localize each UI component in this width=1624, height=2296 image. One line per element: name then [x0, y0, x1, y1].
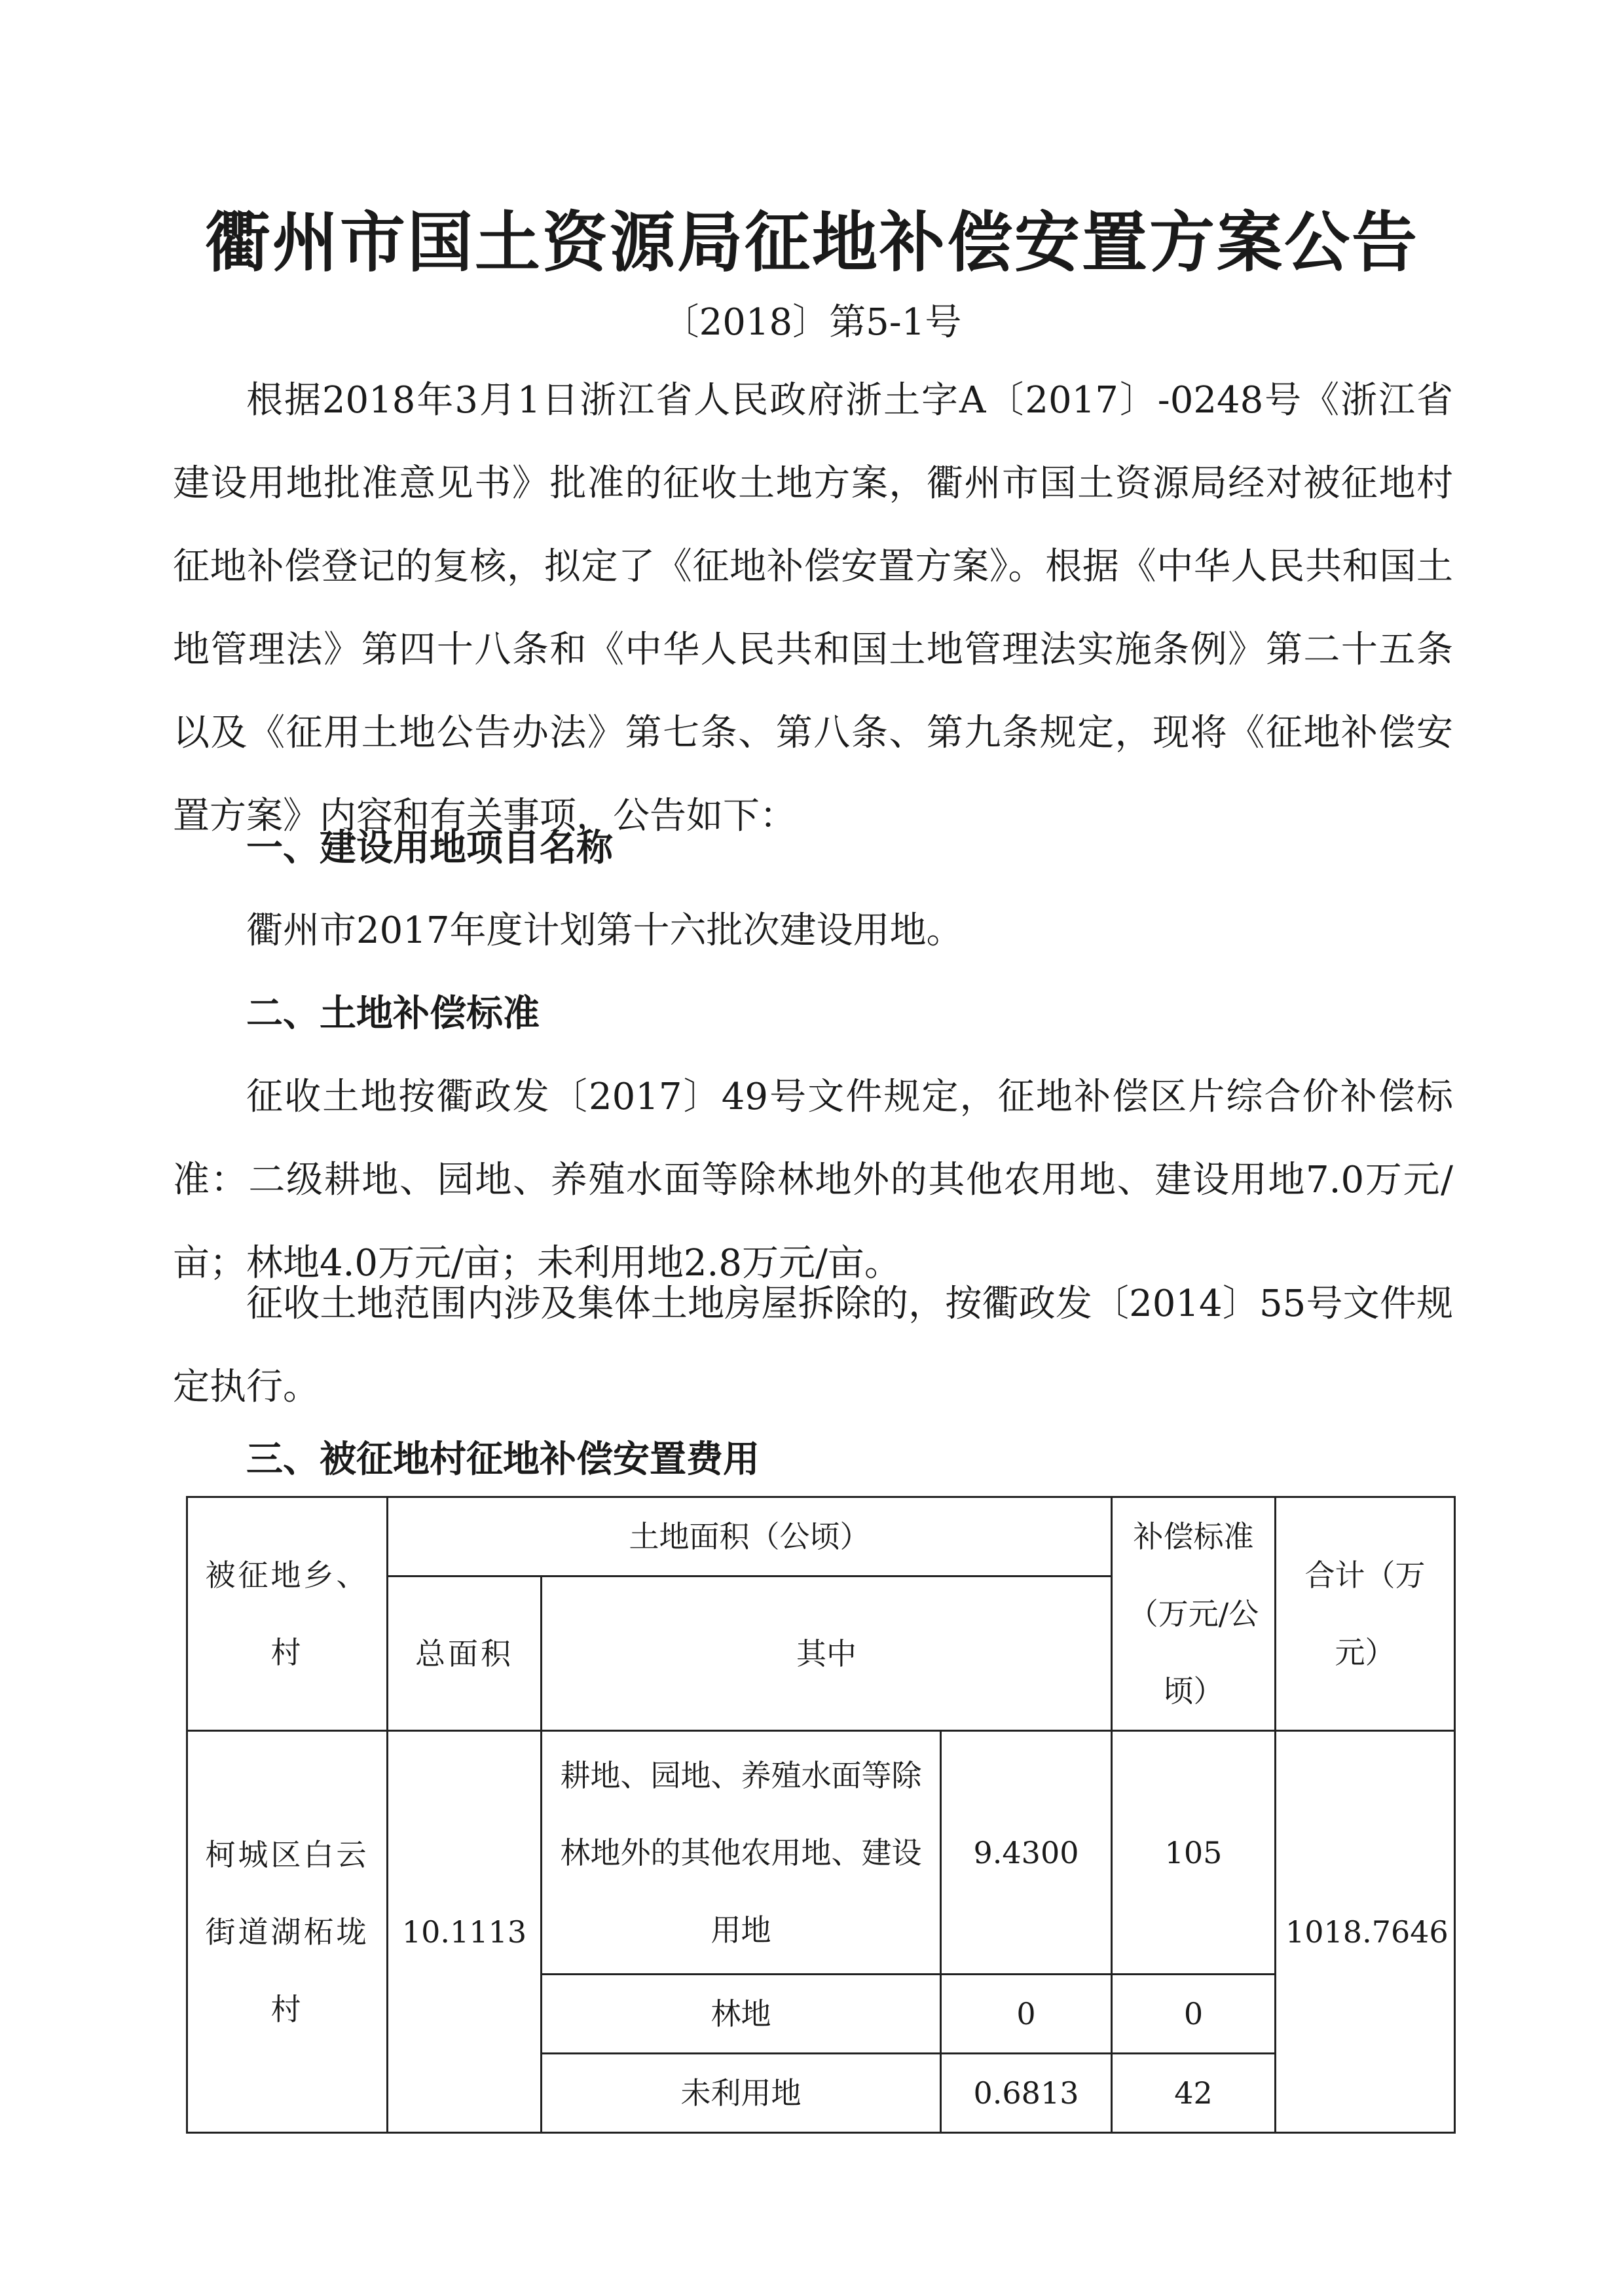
- land-type-unused: 未利用地: [542, 2054, 941, 2133]
- land-type-farmland: 耕地、园地、养殖水面等除林地外的其他农用地、建设用地: [542, 1731, 941, 1975]
- area-unused: 0.6813: [941, 2054, 1112, 2133]
- header-standard: 补偿标准（万元/公顷）: [1112, 1497, 1276, 1731]
- header-village: 被征地乡、村: [187, 1497, 388, 1731]
- compensation-table: [186, 1496, 1456, 2134]
- standard-unused: 42: [1112, 2054, 1276, 2133]
- header-total-area: 总面积: [388, 1576, 542, 1731]
- area-farmland: 9.4300: [941, 1731, 1112, 1975]
- section2-text-2: 征收土地范围内涉及集体土地房屋拆除的，按衢政发〔2014〕55号文件规定执行。: [173, 1283, 1453, 1408]
- document-title: 衢州市国土资源局征地补偿安置方案公告: [205, 204, 1419, 281]
- intro-paragraph: 根据2018年3月1日浙江省人民政府浙土字A〔2017〕-0248号《浙江省建设用地批准意见书》批准的征收土地方案，衢州市国土资源局经对被征地村征地补偿登记的复核，拟定了《征地补偿安置方案》。根据《中华人民共和国土地管理法》第四十八条和《中华人民共和国土地管理法实施条例》第二十五条以及《征用土地公告办法》第七条、第八条、第九条规定，现将《征地补偿安置方案》内容和有关事项，公告如下：: [173, 379, 1453, 837]
- village-name: 柯城区白云街道湖柘垅村: [187, 1731, 388, 2133]
- section1-heading: 一、建设用地项目名称: [246, 827, 613, 869]
- total-value: 1018.7646: [1276, 1731, 1455, 2133]
- total-area-value: 10.1113: [388, 1731, 542, 2133]
- header-total: 合计（万元）: [1276, 1497, 1455, 1731]
- header-breakdown: 其中: [542, 1576, 1112, 1731]
- section3-heading: 三、被征地村征地补偿安置费用: [246, 1438, 760, 1481]
- section2-heading: 二、土地补偿标准: [246, 993, 540, 1035]
- land-type-forest: 林地: [542, 1975, 941, 2054]
- standard-forest: 0: [1112, 1975, 1276, 2054]
- document-number: 〔2018〕第5-1号: [662, 301, 962, 344]
- header-land-area: 土地面积（公顷）: [388, 1497, 1112, 1576]
- standard-farmland: 105: [1112, 1731, 1276, 1975]
- section1-text: 衢州市2017年度计划第十六批次建设用地。: [246, 909, 963, 952]
- area-forest: 0: [941, 1975, 1112, 2054]
- section2-text-1: 征收土地按衢政发〔2017〕49号文件规定，征地补偿区片综合价补偿标准：二级耕地、园地、养殖水面等除林地外的其他农用地、建设用地7.0万元/亩；林地4.0万元/亩；未利用地2.8万元/亩。: [173, 1076, 1453, 1285]
